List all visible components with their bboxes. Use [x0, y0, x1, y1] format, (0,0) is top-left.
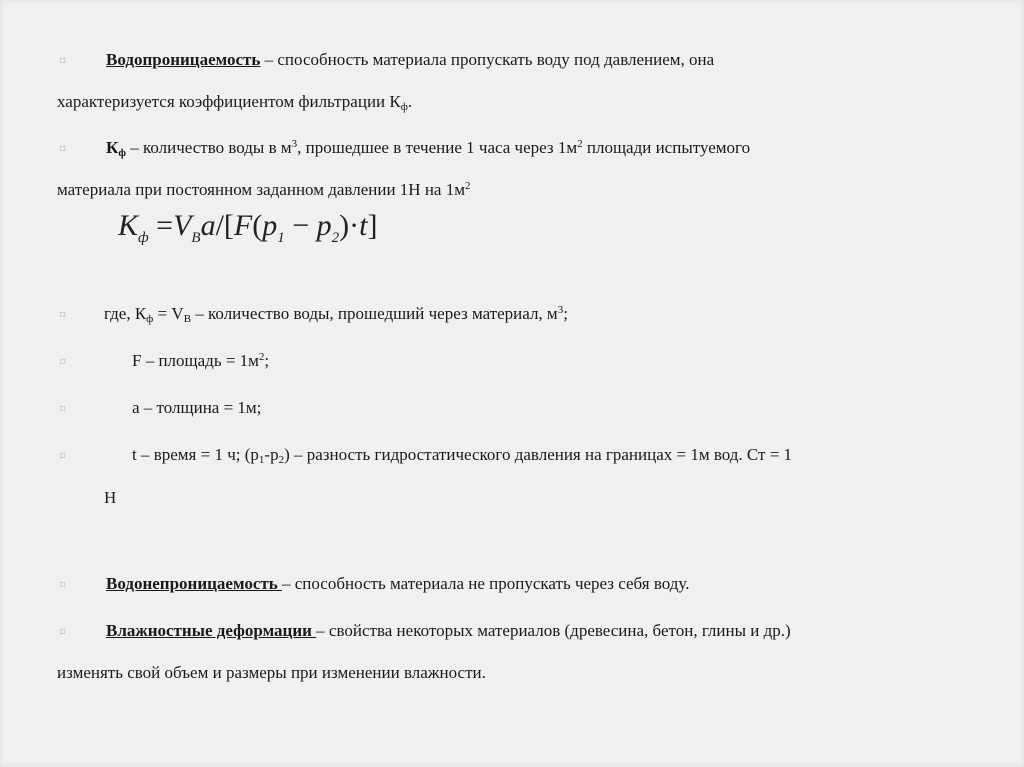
- formula-minus: −: [284, 209, 317, 242]
- paragraph-filtration-coefficient-line2: [57, 180, 470, 200]
- bullet-icon: ◘: [60, 403, 66, 413]
- formula-filtration: [118, 206, 378, 246]
- formula-dot: ·: [349, 209, 360, 242]
- bullet-icon: ◘: [60, 309, 66, 319]
- term-k-f: [106, 138, 126, 157]
- formula-sub-f: ф: [138, 230, 149, 246]
- definition-text: – способность материала пропускать воду под давлением, она: [260, 50, 715, 69]
- definition-text: – свойства некоторых материалов (древесина, бетон, глины и др.): [316, 621, 791, 640]
- text: материала при постоянном заданном давлении 1Н на 1м: [57, 180, 465, 199]
- superscript: 2: [464, 180, 471, 192]
- text: где, К: [104, 304, 147, 323]
- text: ) – разность гидростатического давления на границах = 1м вод. Ст = 1: [284, 445, 793, 464]
- formula-t: t: [359, 209, 368, 242]
- formula-k: K: [118, 209, 139, 242]
- formula-sub-2: 2: [331, 230, 340, 246]
- subscript: 2: [278, 454, 285, 466]
- text: площади испытуемого: [582, 138, 751, 157]
- subscript: В: [183, 313, 192, 325]
- paragraph-water-permeability-line2: [57, 92, 412, 112]
- superscript: 2: [577, 138, 583, 150]
- text: ;: [563, 304, 568, 323]
- text: Н: [104, 488, 117, 507]
- superscript: 3: [291, 138, 298, 150]
- bullet-icon: ◘: [60, 55, 66, 65]
- text: , прошедшее в течение 1 часа через 1м: [297, 138, 578, 157]
- paragraph-time: [132, 445, 792, 465]
- text: – количество воды, прошедший через материал, м: [191, 304, 558, 323]
- paragraph-moisture-deformation-line2: [57, 663, 486, 683]
- superscript: 3: [557, 304, 564, 316]
- paragraph-filtration-coefficient: [106, 138, 750, 158]
- paragraph-waterproofness: [106, 574, 689, 594]
- text: ;: [264, 351, 270, 370]
- formula-v: V: [173, 209, 192, 242]
- paragraph-moisture-deformation: [106, 621, 791, 641]
- formula-sub-1: 1: [277, 230, 285, 246]
- term-water-permeability: Водопроницаемость: [106, 50, 261, 69]
- term-waterproofness: Водонепроницаемость: [106, 574, 282, 593]
- bullet-icon: ◘: [60, 626, 66, 636]
- text: t – время = 1 ч; (р: [132, 445, 259, 464]
- formula-paren-close: ): [339, 209, 350, 242]
- text: а – толщина = 1м;: [132, 398, 262, 417]
- text: -р: [264, 445, 279, 464]
- bullet-icon: ◘: [60, 450, 66, 460]
- formula-f: F: [233, 209, 253, 242]
- definition-text: – способность материала не пропускать через себя воду.: [281, 574, 690, 593]
- bullet-icon: ◘: [60, 143, 66, 153]
- formula-p2: p: [316, 209, 332, 242]
- bullet-icon: ◘: [60, 579, 66, 589]
- formula-sub-b: B: [191, 230, 201, 246]
- text: характеризуется коэффициентом фильтрации К: [57, 92, 401, 111]
- formula-a: a: [200, 209, 216, 242]
- formula-paren-open: (: [252, 209, 263, 242]
- bullet-icon: ◘: [60, 356, 66, 366]
- paragraph-time-line2: [104, 488, 116, 508]
- text: изменять свой объем и размеры при изменении влажности.: [57, 663, 486, 682]
- formula-equals: =: [148, 209, 174, 242]
- text: – количество воды в м: [125, 138, 292, 157]
- formula-bracket-open: /[: [215, 209, 234, 242]
- term-moisture-deformation: Влажностные деформации: [106, 621, 317, 640]
- subscript: ф: [118, 147, 126, 159]
- paragraph-water-permeability: [106, 50, 714, 70]
- paragraph-thickness: [132, 398, 261, 418]
- text: = V: [153, 304, 184, 323]
- subscript: ф: [146, 313, 154, 325]
- superscript: 2: [258, 351, 265, 363]
- subscript: ф: [400, 101, 408, 113]
- text: F – площадь = 1м: [132, 351, 259, 370]
- formula-bracket-close: ]: [367, 209, 378, 242]
- paragraph-where: [104, 304, 568, 324]
- paragraph-area: [132, 351, 269, 371]
- term-symbol: К: [106, 138, 119, 157]
- subscript: 1: [258, 454, 265, 466]
- text: .: [407, 92, 413, 111]
- formula-p1: p: [262, 209, 278, 242]
